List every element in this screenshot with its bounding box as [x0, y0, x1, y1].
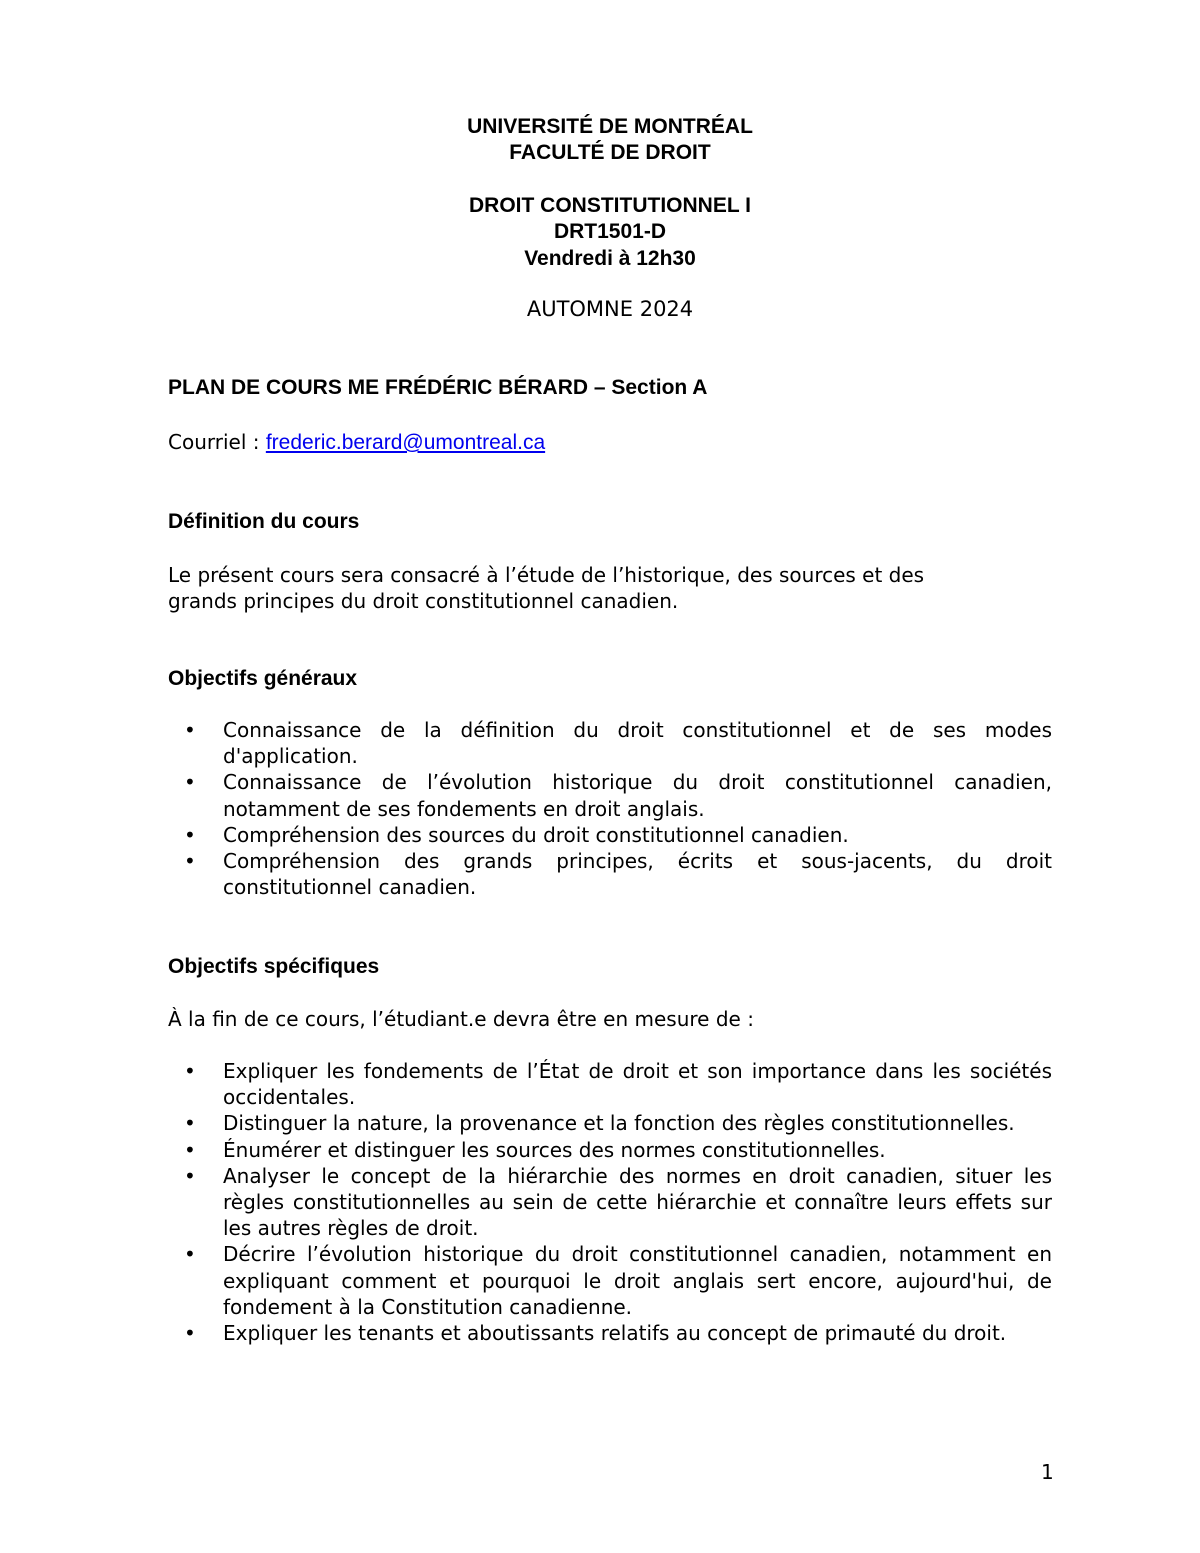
faculty-name: FACULTÉ DE DROIT — [509, 141, 711, 164]
list-item: • Compréhension des sources du droit constitutionnel canadien. — [184, 822, 849, 847]
email-link[interactable]: frederic.berard@umontreal.ca — [265, 431, 546, 454]
list-item: • Expliquer les fondements de l’État de droit et son importance dans les sociétés occidentales. — [184, 1059, 1052, 1110]
course-term: AUTOMNE 2024 — [526, 297, 694, 321]
course-code: DRT1501-D — [553, 220, 667, 243]
email-label: Courriel : — [168, 430, 266, 454]
course-title: DROIT CONSTITUTIONNEL I — [469, 194, 751, 217]
university-name: UNIVERSITÉ DE MONTRÉAL — [467, 115, 753, 138]
bullet-icon: • — [184, 770, 196, 795]
bullet-icon: • — [184, 849, 196, 874]
definition-text — [168, 562, 1052, 614]
plan-title-section: Section A — [611, 376, 708, 399]
list-item: • Analyser le concept de la hiérarchie des normes en droit canadien, situer les règles constitutionnelles au sein de cette hiérarchie et connaître leurs effets sur les autres règles de droit. — [184, 1163, 1052, 1241]
list-item: • Énumérer et distinguer les sources des normes constitutionnelles. — [184, 1137, 886, 1162]
list-item: • Décrire l’évolution historique du droit constitutionnel canadien, notamment en expliquant comment et pourquoi le droit anglais sert encore, aujourd'hui, de fondement à la Constitution canadienne. — [184, 1242, 1052, 1319]
page-number: 1 — [1041, 1460, 1054, 1484]
bullet-icon: • — [184, 1111, 196, 1136]
list-item: • Distinguer la nature, la provenance et la fonction des règles constitutionnelles. — [184, 1111, 1015, 1136]
list-item: • Expliquer les tenants et aboutissants relatifs au concept de primauté du droit. — [184, 1321, 1007, 1346]
bullet-icon: • — [184, 1321, 196, 1346]
general-objectives-list — [168, 717, 1052, 900]
bullet-icon: • — [184, 1242, 196, 1267]
definition-line-1: Le présent cours sera consacré à l’étude de l’historique, des sources et des — [168, 563, 925, 587]
definition-line-2: grands principes du droit constitutionnel canadien. — [168, 589, 679, 613]
course-schedule: Vendredi à 12h30 — [524, 247, 696, 270]
list-item: • Compréhension des grands principes, écrits et sous-jacents, du droit constitutionnel canadien. — [184, 849, 1052, 900]
bullet-icon: • — [184, 822, 196, 847]
bullet-icon: • — [184, 1059, 196, 1083]
specific-objectives-list — [168, 1058, 1052, 1346]
email-line — [168, 430, 545, 455]
plan-title — [168, 376, 707, 400]
plan-title-main: PLAN DE COURS ME FRÉDÉRIC BÉRARD – — [168, 376, 612, 399]
bullet-icon: • — [184, 1137, 196, 1162]
specific-objectives-intro: À la fin de ce cours, l’étudiant.e devra être en mesure de : — [168, 1007, 754, 1031]
list-item: • Connaissance de la définition du droit constitutionnel et de ses modes d'application. — [184, 718, 1052, 769]
bullet-icon: • — [184, 718, 196, 742]
bullet-icon: • — [184, 1163, 196, 1188]
general-objectives-heading: Objectifs généraux — [168, 667, 358, 690]
definition-heading: Définition du cours — [168, 510, 360, 533]
specific-objectives-heading: Objectifs spécifiques — [168, 955, 380, 978]
list-item: • Connaissance de l’évolution historique du droit constitutionnel canadien, notamment de ses fondements en droit anglais. — [184, 770, 1052, 821]
